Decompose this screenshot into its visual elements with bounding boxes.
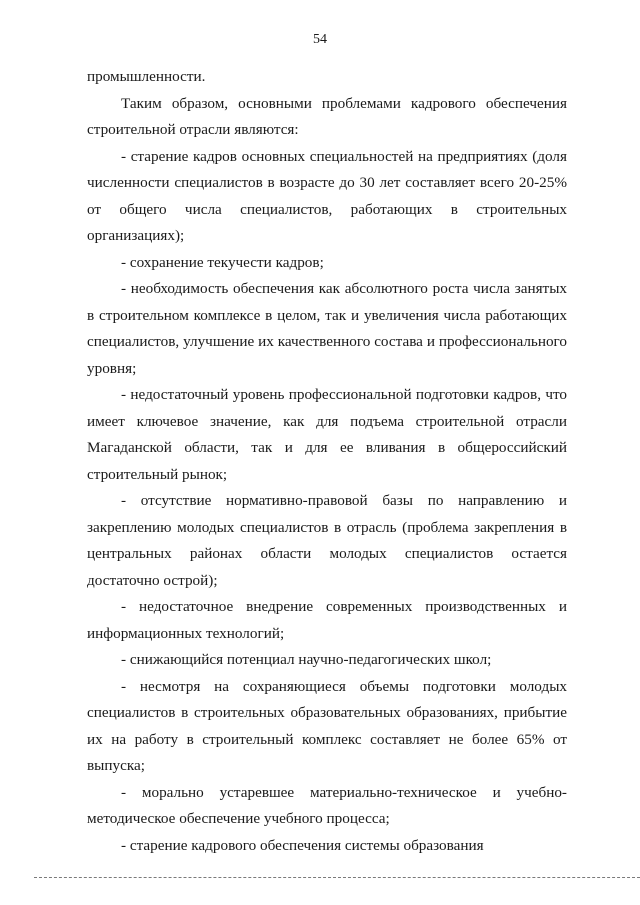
list-item-employment-growth: - необходимость обеспечения как абсолютного роста числа занятых в строительном комплексе в целом, так и увеличения числа работающих специалистов, улучшение их качественного состава и профессионального уровня; — [87, 280, 567, 377]
list-item-education-staff-aging: - старение кадрового обеспечения системы образования — [121, 836, 484, 854]
list-item-aging-staff: - старение кадров основных специальностей на предприятиях (доля численности специалистов в возрасте до 30 лет составляет всего 20-25% от общего числа специалистов, работающих в строительных организациях); — [87, 147, 567, 244]
page-bottom-rule — [34, 877, 640, 878]
list-item-regulatory-base: - отсутствие нормативно-правовой базы по направлению и закреплению молодых специалистов в отрасль (проблема закрепления в центральных районах области молодых специалистов остается достаточно острой); — [87, 492, 567, 589]
body-text — [87, 64, 567, 859]
page-number: 54 — [313, 32, 327, 47]
paragraph-continuation: промышленности. — [87, 68, 206, 85]
paragraph-intro: Таким образом, основными проблемами кадрового обеспечения строительной отрасли являются: — [87, 94, 567, 138]
list-item-turnover: - сохранение текучести кадров; — [121, 253, 324, 271]
list-item-training-level: - недостаточный уровень профессиональной подготовки кадров, что имеет ключевое значение, как для подъема строительной отрасли Магаданской области, так и для ее вливания в общероссийский строительный рынок; — [87, 386, 567, 483]
list-item-scientific-schools: - снижающийся потенциал научно-педагогических школ; — [121, 651, 492, 668]
list-item-technology: - недостаточное внедрение современных производственных и информационных технологий; — [87, 598, 567, 642]
list-item-outdated-equipment: - морально устаревшее материально-техническое и учебно-методическое обеспечение учебного процесса; — [87, 783, 567, 827]
list-item-graduate-placement: - несмотря на сохраняющиеся объемы подготовки молодых специалистов в строительных образовательных образованиях, прибытие их на работу в строительный комплекс составляет не более 65% от выпуска; — [87, 677, 567, 774]
